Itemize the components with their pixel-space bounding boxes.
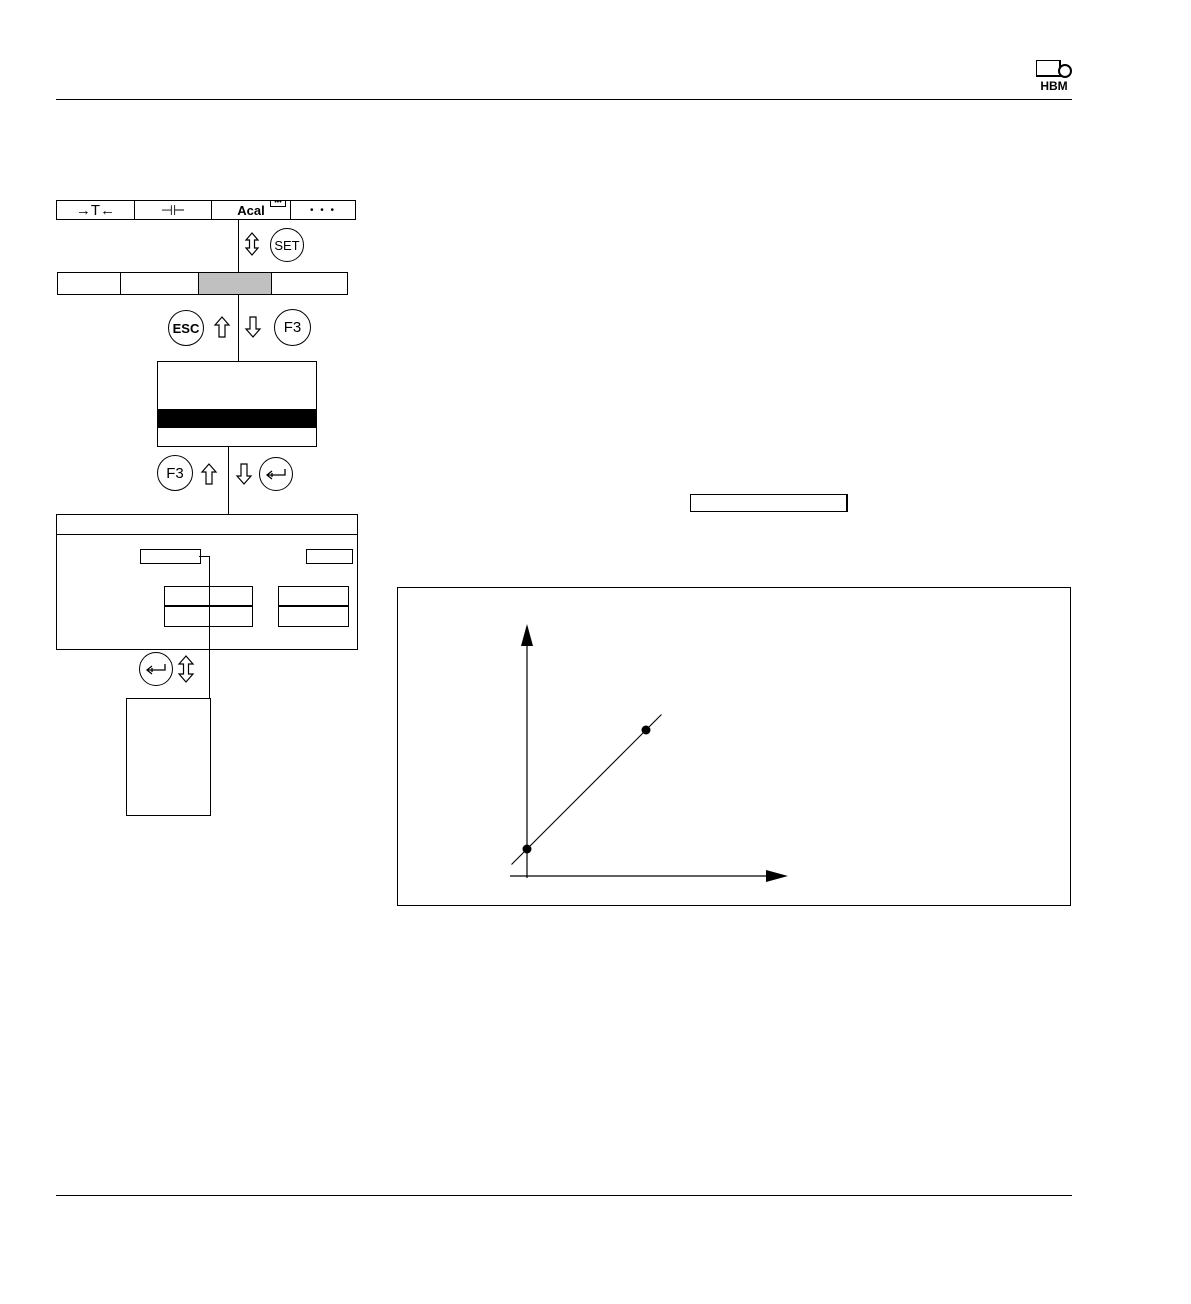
dialog-value-group-right — [278, 586, 349, 627]
esc-key[interactable] — [168, 310, 204, 346]
up-arrow-icon — [214, 316, 230, 338]
chart-series — [512, 715, 662, 865]
submenu-tab-2[interactable] — [121, 273, 199, 294]
header-rule — [56, 99, 1072, 100]
submenu-bar — [57, 272, 348, 295]
connector-submenu — [238, 295, 239, 367]
hbm-logo — [1036, 60, 1072, 92]
f3-key-bottom[interactable] — [157, 455, 193, 491]
up-down-arrow-icon — [178, 655, 194, 683]
calibration-dialog — [56, 514, 358, 650]
zero-balance-icon: ⊣⊢ — [160, 201, 186, 218]
calibration-point-2 — [642, 726, 651, 735]
f3-key-bottom-label: F3 — [166, 464, 184, 482]
esc-key-label: ESC — [172, 320, 200, 336]
menu-item-tare[interactable] — [57, 201, 135, 219]
acal-label: Acal — [237, 202, 265, 218]
submenu-tab-4[interactable] — [272, 273, 347, 294]
enter-key-bottom[interactable] — [139, 652, 173, 686]
connector-list — [228, 447, 229, 515]
f3-key-top[interactable] — [274, 309, 311, 346]
enter-key-icon — [145, 663, 167, 675]
menu-item-more[interactable] — [291, 201, 355, 219]
enter-key-top[interactable] — [259, 457, 293, 491]
down-arrow-icon — [236, 463, 252, 485]
auto-calibration-icon: ••• — [270, 200, 286, 207]
dropdown-list[interactable] — [126, 698, 211, 816]
y-axis-arrow-icon — [521, 624, 533, 646]
calibration-point-1 — [523, 845, 532, 854]
dialog-title-rule — [57, 534, 357, 535]
menu-bar — [56, 200, 356, 220]
set-key-label: SET — [274, 237, 300, 253]
x-axis-arrow-icon — [766, 870, 788, 882]
connector-field-h — [199, 556, 209, 557]
down-arrow-icon — [245, 316, 261, 338]
calibration-chart-frame — [397, 587, 1071, 906]
connector-acal — [238, 220, 239, 272]
enter-key-icon — [265, 468, 287, 480]
up-arrow-icon — [201, 463, 217, 485]
menu-item-zero-balance[interactable] — [135, 201, 212, 219]
logo-text: HBM — [1040, 79, 1068, 92]
chart-axes — [510, 624, 788, 882]
up-down-arrow-icon — [245, 232, 259, 256]
value-display-field — [690, 494, 848, 512]
tare-icon: →T← — [75, 201, 116, 219]
hbm-logo-graphic — [1036, 60, 1072, 92]
dialog-field-left[interactable] — [140, 549, 201, 564]
footer-rule — [56, 1195, 1072, 1196]
selection-list — [157, 361, 317, 447]
calibration-line — [512, 715, 662, 865]
more-icon: • • • — [309, 204, 337, 216]
value-group-right-divider — [279, 605, 348, 607]
selected-list-row[interactable] — [158, 409, 316, 428]
set-key[interactable] — [270, 228, 304, 262]
connector-field-v — [209, 556, 210, 700]
submenu-tab-3-selected[interactable] — [199, 273, 272, 294]
submenu-tab-1[interactable] — [58, 273, 121, 294]
f3-key-top-label: F3 — [283, 319, 302, 336]
calibration-chart — [398, 588, 1070, 905]
dialog-field-right[interactable] — [306, 549, 353, 564]
menu-item-acal[interactable] — [212, 201, 291, 219]
